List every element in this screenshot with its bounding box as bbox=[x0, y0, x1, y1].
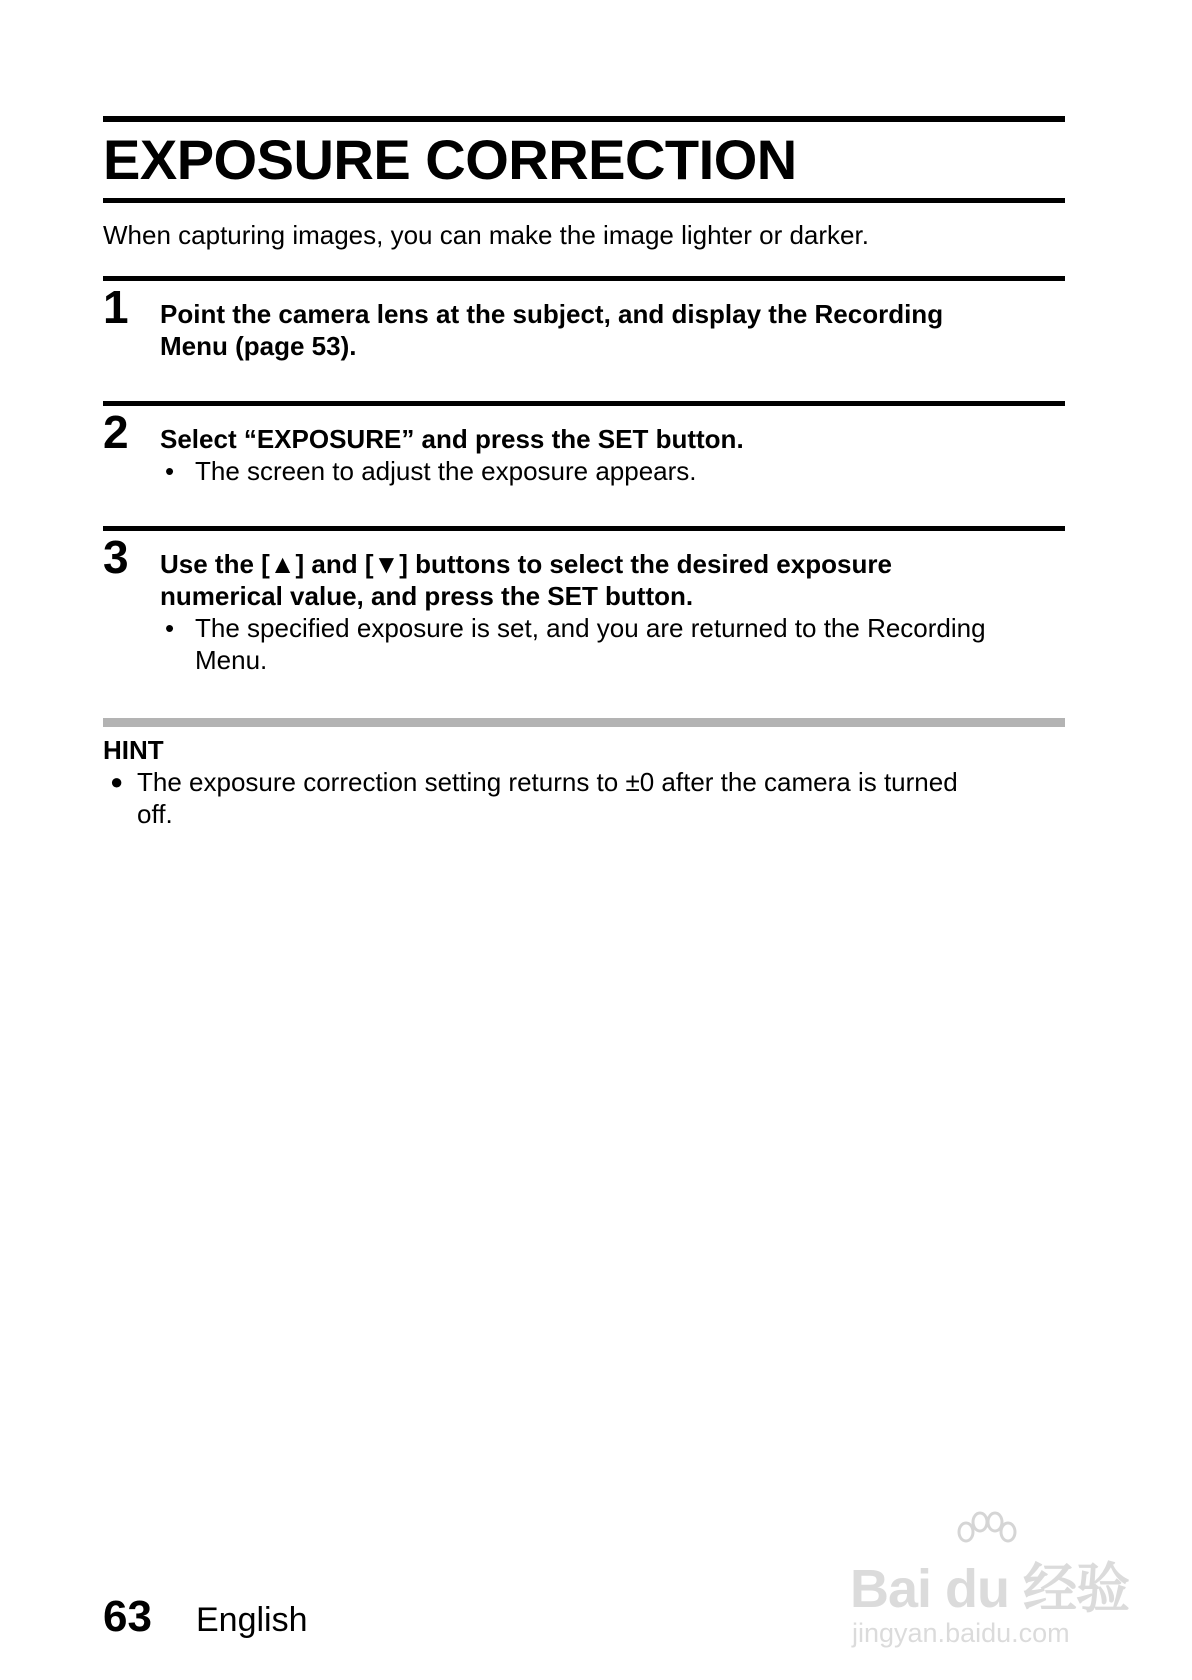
watermark-url: jingyan.baidu.com bbox=[852, 1618, 1070, 1648]
step-2-body bbox=[160, 423, 1065, 487]
intro-text: When capturing images, you can make the image lighter or darker. bbox=[103, 220, 869, 250]
step-2-rule bbox=[103, 401, 1065, 406]
hint-text bbox=[137, 766, 1065, 830]
step-2-number: 2 bbox=[103, 406, 129, 458]
hint-bullet-icon: ● bbox=[110, 769, 124, 794]
step-3-bullet-text bbox=[195, 612, 1065, 676]
page-number: 63 bbox=[103, 1592, 152, 1641]
step-3-body bbox=[160, 548, 1065, 676]
step-1-number: 1 bbox=[103, 281, 129, 333]
step-1-heading-line: Point the camera lens at the subject, and display the Recording bbox=[160, 299, 944, 329]
bullet-dot-icon: • bbox=[165, 456, 175, 486]
hint-line: off. bbox=[137, 799, 173, 829]
step-2-bullet bbox=[160, 455, 1065, 487]
baidu-watermark bbox=[850, 1510, 1140, 1660]
bullet-dot-icon: • bbox=[165, 613, 175, 643]
step-3-heading-line: numerical value, and press the SET button. bbox=[160, 581, 694, 611]
hint-title: HINT bbox=[103, 735, 164, 765]
step-2-bullet-text: The screen to adjust the exposure appears. bbox=[195, 456, 697, 486]
step-3-bullet bbox=[160, 612, 1065, 676]
step-3-bullet-line: The specified exposure is set, and you are returned to the Recording bbox=[195, 613, 986, 643]
step-1-heading-line: Menu (page 53). bbox=[160, 331, 357, 361]
page-language: English bbox=[196, 1601, 308, 1639]
step-3-bullet-line: Menu. bbox=[195, 645, 268, 675]
page-title: EXPOSURE CORRECTION bbox=[103, 128, 797, 191]
step-1-rule bbox=[103, 276, 1065, 281]
top-rule bbox=[103, 116, 1065, 122]
hint-item bbox=[110, 766, 1065, 830]
step-3-rule bbox=[103, 526, 1065, 531]
watermark-brand: Bai du 经验 bbox=[850, 1559, 1130, 1619]
step-2-heading: Select “EXPOSURE” and press the SET button. bbox=[160, 424, 744, 454]
title-bottom-rule bbox=[103, 198, 1065, 203]
step-3-number: 3 bbox=[103, 531, 129, 583]
step-1-body bbox=[160, 298, 1065, 362]
hint-rule bbox=[103, 718, 1065, 727]
step-3-heading-line: Use the [▲] and [▼] buttons to select the desired exposure bbox=[160, 549, 892, 579]
hint-line: The exposure correction setting returns to ±0 after the camera is turned bbox=[137, 767, 958, 797]
